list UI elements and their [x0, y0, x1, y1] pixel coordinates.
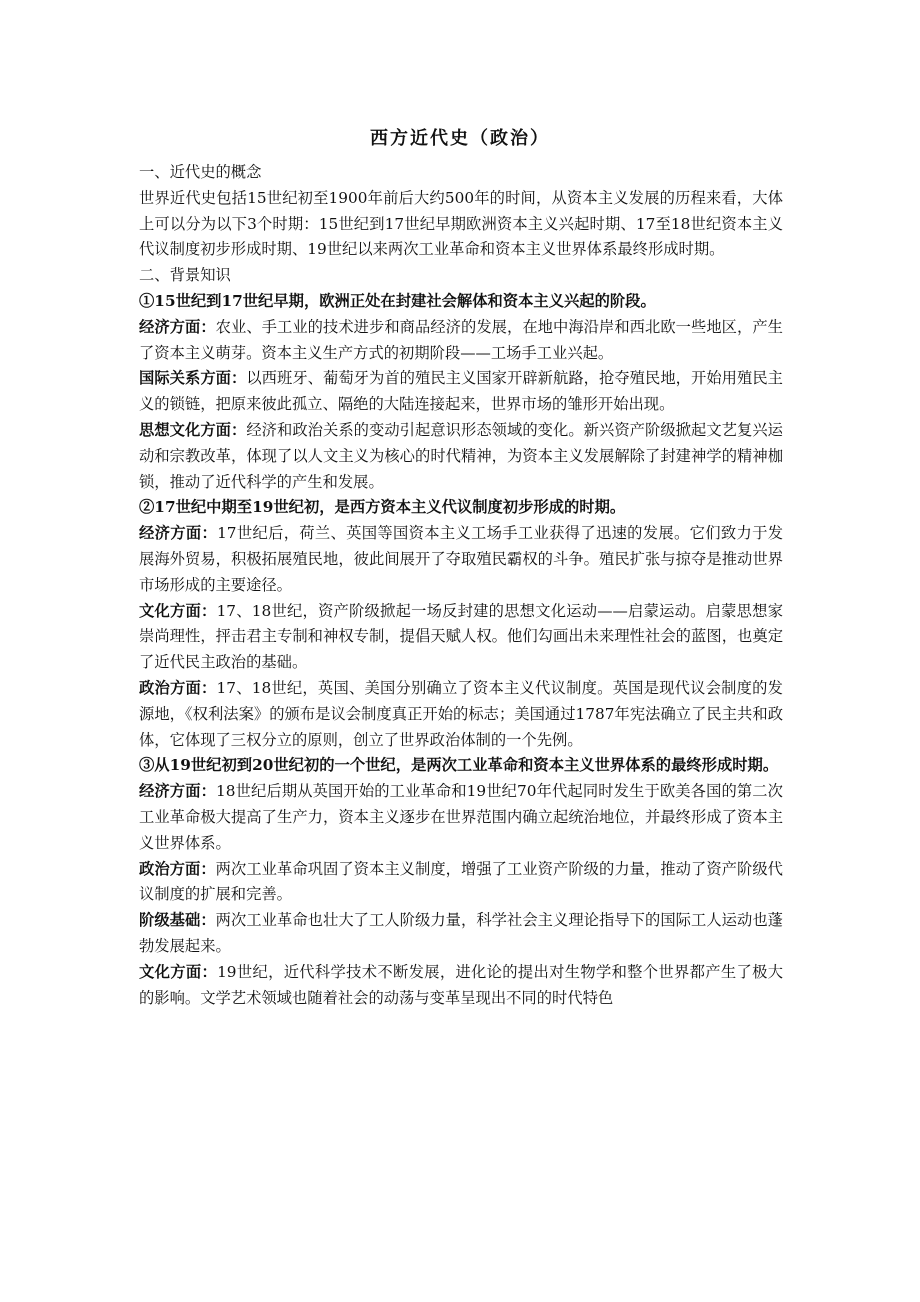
- paragraph-period2-economy: [139, 521, 783, 598]
- section-heading-background: 二、背景知识: [139, 266, 231, 285]
- text-politics: 17、18世纪，英国、美国分别确立了资本主义代议制度。英国是现代议会制度的发源地，《权利法案》的颁布是议会制度真正开始的标志；美国通过1787年宪法确立了民主共和政体，它体现了三权分立的原则，创立了世界政治体制的一个先例。: [139, 678, 783, 749]
- period-3-title: ③从19世纪初到20世纪初的一个世纪，是两次工业革命和资本主义世界体系的最终形成时期。: [139, 756, 779, 775]
- text-economy: 18世纪后期从英国开始的工业革命和19世纪70年代起同时发生于欧美各国的第二次工业革命极大提高了生产力，资本主义逐步在世界范围内确立起统治地位，并最终形成了资本主义世界体系。: [139, 782, 783, 852]
- section-heading-concept: 一、近代史的概念: [139, 163, 262, 181]
- label-culture: 文化方面：: [139, 962, 218, 981]
- label-economy: 经济方面：: [139, 317, 216, 336]
- text-class-basis: 两次工业革命也壮大了工人阶级力量，科学社会主义理论指导下的国际工人运动也蓬勃发展起来。: [139, 911, 783, 955]
- paragraph-period2-politics: [139, 676, 783, 753]
- paragraph-concept: 世界近代史包括15世纪初至1900年前后大约500年的时间，从资本主义发展的历程来看，大体上可以分为以下3个时期：15世纪到17世纪早期欧洲资本主义兴起时期、17至18世纪资本主义代议制度初步形成时期、19世纪以来两次工业革命和资本主义世界体系最终形成时期。: [139, 188, 783, 259]
- label-international-relations: 国际关系方面：: [139, 369, 247, 388]
- label-politics: 政治方面：: [139, 678, 217, 697]
- text-economy: 17世纪后，荷兰、英国等国资本主义工场手工业获得了迅速的发展。它们致力于发展海外贸易，积极拓展殖民地，彼此间展开了夺取殖民霸权的斗争。殖民扩张与掠夺是推动世界市场形成的主要途径。: [139, 524, 783, 594]
- paragraph-period3-politics: [139, 857, 783, 909]
- document-title: 西方近代史（政治）: [370, 128, 550, 149]
- paragraph-period3-class: [139, 908, 783, 960]
- label-economy: 经济方面：: [139, 782, 217, 801]
- label-culture: 文化方面：: [139, 601, 217, 620]
- text-international-relations: 以西班牙、葡萄牙为首的殖民主义国家开辟新航路，抢夺殖民地，开始用殖民主义的锁链，把原来彼此孤立、隔绝的大陆连接起来，世界市场的雏形开始出现。: [139, 369, 783, 414]
- period-1-title: ①15世纪到17世纪早期，欧洲正处在封建社会解体和资本主义兴起的阶段。: [139, 291, 656, 310]
- text-culture: 19世纪，近代科学技术不断发展，进化论的提出对生物学和整个世界都产生了极大的影响。文学艺术领域也随着社会的动荡与变革呈现出不同的时代特色: [139, 962, 783, 1007]
- document-body: [139, 160, 783, 1011]
- paragraph-period2-culture: [139, 599, 783, 676]
- label-thought-culture: 思想文化方面：: [139, 420, 247, 439]
- text-economy: 农业、手工业的技术进步和商品经济的发展，在地中海沿岸和西北欧一些地区，产生了资本主义萌芽。资本主义生产方式的初期阶段——工场手工业兴起。: [139, 317, 783, 362]
- paragraph-period3-culture: [139, 960, 783, 1012]
- text-culture: 17、18世纪，资产阶级掀起一场反封建的思想文化运动——启蒙运动。启蒙思想家崇尚理性，抨击君主专制和神权专制，提倡天赋人权。他们勾画出未来理性社会的蓝图，也奠定了近代民主政治的基础。: [139, 601, 783, 672]
- paragraph-period3-economy: [139, 779, 783, 856]
- paragraph-period1-thought: [139, 418, 783, 495]
- label-politics: 政治方面：: [139, 859, 216, 878]
- label-class-basis: 阶级基础：: [139, 911, 216, 930]
- paragraph-period1-economy: [139, 315, 783, 367]
- text-politics: 两次工业革命巩固了资本主义制度，增强了工业资产阶级的力量，推动了资产阶级代议制度的扩展和完善。: [139, 859, 783, 904]
- label-economy: 经济方面：: [139, 524, 218, 543]
- period-2-title: ②17世纪中期至19世纪初，是西方资本主义代议制度初步形成的时期。: [139, 498, 626, 517]
- text-thought-culture: 经济和政治关系的变动引起意识形态领域的变化。新兴资产阶级掀起文艺复兴运动和宗教改革，体现了以人文主义为核心的时代精神，为资本主义发展解除了封建神学的精神枷锁，推动了近代科学的产生和发展。: [139, 420, 783, 491]
- paragraph-period1-international: [139, 366, 783, 418]
